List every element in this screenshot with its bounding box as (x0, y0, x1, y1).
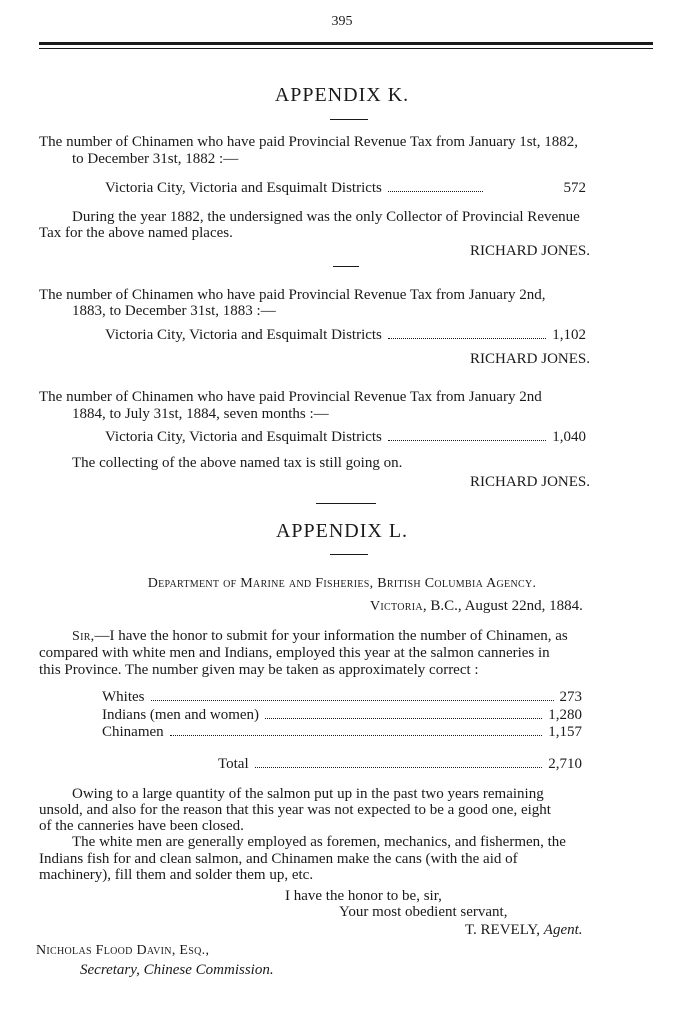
letter-date: , B.C., August 22nd, 1884. (422, 598, 583, 614)
dot-leader (388, 191, 483, 192)
salutation: Sir, (72, 629, 95, 644)
table-row (102, 689, 582, 706)
letter-line2: compared with white men and Indians, employed this year at the salmon canneries in (39, 645, 550, 661)
para3-line3: machinery), fill them and solder them up, etc. (39, 867, 314, 883)
k1-note-line1: During the year 1882, the undersigned was the only Collector of Provincial Revenue (72, 209, 580, 225)
letter-place: Victoria (370, 599, 423, 614)
k1-intro-line2: to December 31st, 1882 :— (72, 151, 239, 167)
dot-leader (388, 440, 546, 441)
dot-leader (151, 700, 554, 701)
signer-name: T. REVELY, (465, 922, 541, 938)
letter-dateline (370, 598, 583, 615)
para2-line3: of the canneries have been closed. (39, 818, 244, 834)
divider (316, 503, 376, 504)
district-value: 1,040 (552, 429, 586, 445)
addressee-name: Nicholas Flood Davin, Esq., (36, 943, 210, 958)
k3-intro-line2: 1884, to July 31st, 1884, seven months :— (72, 406, 329, 422)
table-total-row (218, 756, 582, 773)
k1-note-line2: Tax for the above named places. (39, 225, 233, 241)
addressee-title: Secretary, Chinese Commission. (80, 962, 274, 978)
dot-leader (388, 338, 546, 339)
appendix-l-heading: APPENDIX L. (275, 520, 409, 542)
header-rule-thin (39, 48, 653, 49)
dot-leader (265, 718, 542, 719)
k3-signature: RICHARD JONES. (470, 474, 591, 490)
table-row (102, 707, 582, 724)
divider (333, 266, 359, 267)
k2-signature: RICHARD JONES. (470, 351, 591, 367)
table-label: Whites (102, 689, 145, 705)
k3-intro-line1: The number of Chinamen who have paid Provincial Revenue Tax from January 2nd (39, 389, 542, 405)
table-row (102, 724, 582, 741)
table-value: 273 (559, 689, 582, 705)
signer-title: Agent. (543, 922, 583, 938)
letter-line1 (72, 628, 568, 645)
table-value: 1,280 (548, 707, 582, 723)
para2-line1: Owing to a large quantity of the salmon put up in the past two years remaining (72, 786, 544, 802)
closing-line1: I have the honor to be, sir, (285, 888, 442, 904)
header-rule-thick (39, 42, 653, 45)
dot-leader (170, 735, 543, 736)
total-label: Total (218, 756, 249, 772)
district-label: Victoria City, Victoria and Esquimalt Districts (105, 180, 382, 196)
signer-line (465, 922, 583, 939)
divider (330, 119, 368, 120)
k1-signature: RICHARD JONES. (470, 243, 591, 259)
k3-district-row (105, 429, 586, 446)
page-number: 395 (331, 14, 353, 29)
closing-line2: Your most obedient servant, (339, 904, 508, 920)
k2-intro-line2: 1883, to December 31st, 1883 :— (72, 303, 276, 319)
dot-leader (255, 767, 543, 768)
department-line: Department of Marine and Fisheries, British Columbia Agency. (147, 576, 537, 591)
district-label: Victoria City, Victoria and Esquimalt Districts (105, 327, 382, 343)
district-label: Victoria City, Victoria and Esquimalt Districts (105, 429, 382, 445)
divider (330, 554, 368, 555)
table-label: Chinamen (102, 724, 164, 740)
k3-note: The collecting of the above named tax is still going on. (72, 455, 403, 471)
district-value: 1,102 (552, 327, 586, 343)
district-value: 572 (563, 180, 586, 196)
para3-line2: Indians fish for and clean salmon, and Chinamen make the cans (with the aid of (39, 851, 518, 867)
k2-intro-line1: The number of Chinamen who have paid Provincial Revenue Tax from January 2nd, (39, 287, 546, 303)
k1-intro-line1: The number of Chinamen who have paid Provincial Revenue Tax from January 1st, 1882, (39, 134, 578, 150)
para3-line1: The white men are generally employed as foremen, mechanics, and fishermen, the (72, 834, 566, 850)
table-label: Indians (men and women) (102, 707, 260, 723)
letter-line1-text: —I have the honor to submit for your information the number of Chinamen, as (94, 628, 568, 644)
table-value: 1,157 (548, 724, 582, 740)
total-value: 2,710 (548, 756, 582, 772)
para2-line2: unsold, and also for the reason that this year was not expected to be a good one, eight (39, 802, 551, 818)
letter-line3: this Province. The number given may be taken as approximately correct : (39, 662, 479, 678)
appendix-k-heading: APPENDIX K. (274, 84, 410, 106)
k2-district-row (105, 327, 586, 344)
k1-district-row (105, 180, 586, 197)
